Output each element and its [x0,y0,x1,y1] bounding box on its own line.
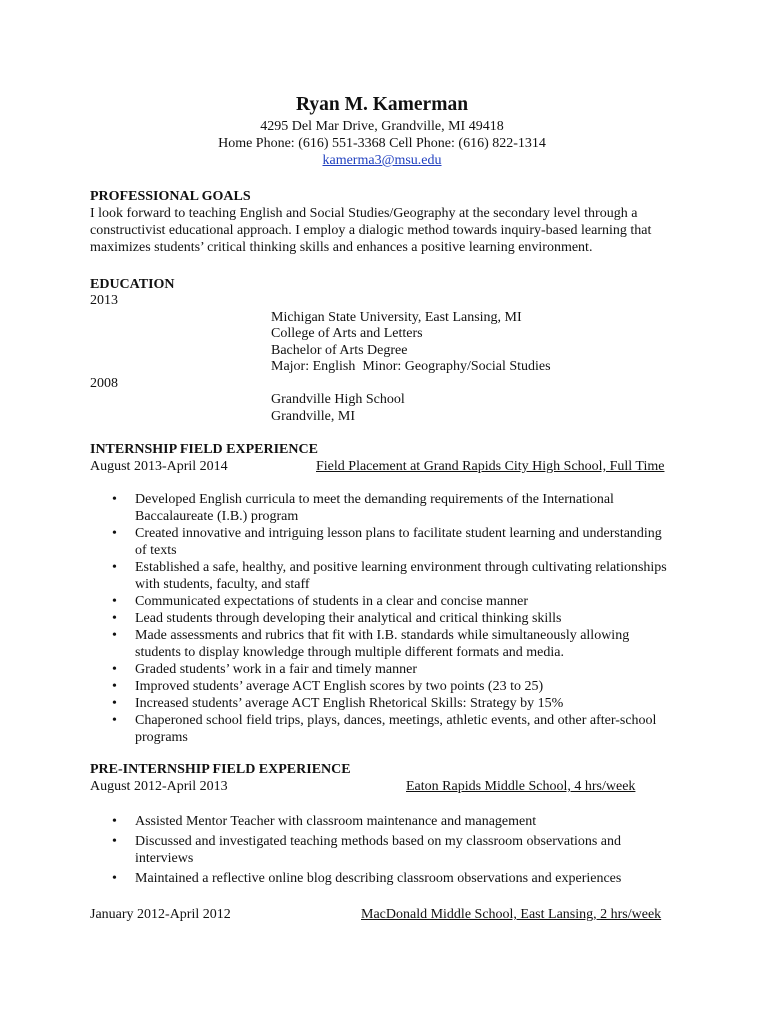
bullet-text: Created innovative and intriguing lesson plans to facilitate student learning and understanding of texts [135,526,662,558]
bullet-text: Maintained a reflective online blog describing classroom observations and experiences [135,871,622,886]
education-line: Grandville, MI [271,408,355,424]
bullet-glyph: • [112,696,117,711]
section-title-professional-goals: PROFESSIONAL GOALS [90,189,251,204]
bullet-glyph: • [112,871,117,886]
bullet-glyph: • [112,713,117,728]
bullet-text: Lead students through developing their analytical and critical thinking skills [135,611,562,626]
bullet-text: Assisted Mentor Teacher with classroom maintenance and management [135,814,537,829]
role-placement: Eaton Rapids Middle School, 4 hrs/week [406,779,636,794]
bullet-item [90,678,675,695]
phone-numbers: Home Phone: (616) 551-3368 Cell Phone: (616) 822-1314 [218,136,546,151]
bullet-text: Communicated expectations of students in a clear and concise manner [135,594,529,609]
internship-section [90,441,680,746]
bullet-glyph: • [112,560,117,575]
bullet-glyph: • [112,611,117,626]
bullet-glyph: • [112,526,117,541]
bullet-text: Developed English curricula to meet the demanding requirements of the International Baccalaureate (I.B.) program [135,492,614,524]
bullet-glyph: • [112,814,117,829]
bullet-item [90,559,675,593]
education-entry-msu [271,310,680,376]
bullet-item [90,661,675,678]
role-placement: MacDonald Middle School, East Lansing, 2 hrs/week [361,907,662,922]
preinternship-section [90,761,680,923]
bullet-item [90,525,675,559]
bullet-text: Made assessments and rubrics that fit with I.B. standards while simultaneously allowing students to display knowledge through multiple different formats and media. [135,628,630,660]
section-title-preinternship: PRE-INTERNSHIP FIELD EXPERIENCE [90,762,351,777]
bullet-text: Improved students’ average ACT English scores by two points (23 to 25) [135,679,544,694]
bullet-text: Increased students’ average ACT English Rhetorical Skills: Strategy by 15% [135,696,564,711]
role-date: August 2012-April 2013 [90,779,228,794]
resume-page [90,92,680,923]
bullet-glyph: • [112,679,117,694]
bullet-glyph: • [112,628,117,643]
bullet-item [90,593,675,610]
bullet-item [90,695,675,712]
section-title-education: EDUCATION [90,277,175,292]
bullet-item [90,610,675,627]
role-placement: Field Placement at Grand Rapids City High School, Full Time [316,459,665,474]
bullet-text: Graded students’ work in a fair and timely manner [135,662,417,677]
role-date: August 2013-April 2014 [90,459,228,474]
preinternship-role-row [90,778,680,795]
professional-goals-section [90,188,680,256]
email-link[interactable]: kamerma3@msu.edu [322,153,442,168]
bullet-item [90,491,675,525]
education-line: College of Arts and Letters [271,326,423,341]
bullet-text: Discussed and investigated teaching methods based on my classroom observations and interviews [135,834,622,866]
role-date: January 2012-April 2012 [90,907,231,922]
mailing-address: 4295 Del Mar Drive, Grandville, MI 49418 [260,119,504,134]
internship-role-row [90,458,680,475]
bullet-text: Established a safe, healthy, and positive learning environment through cultivating relationships with students, faculty, and staff [135,560,667,592]
bullet-glyph: • [112,492,117,507]
preinternship-role-row [90,906,680,923]
preinternship-bullet-list [90,813,680,887]
bullet-glyph: • [112,594,117,609]
education-year: 2008 [90,375,118,391]
bullet-item [90,870,675,887]
resume-header [90,92,674,169]
bullet-item [90,833,675,867]
internship-bullet-list [90,491,680,746]
bullet-item [90,712,675,746]
education-line: Grandville High School [271,392,405,407]
goals-text: I look forward to teaching English and Social Studies/Geography at the secondary level through a constructivist educational approach. I employ a dialogic method towards inquiry-based learning that maximizes students’ critical thinking skills and enhances a positive learning environment. [90,206,652,255]
education-line: Bachelor of Arts Degree [271,342,408,358]
bullet-text: Chaperoned school field trips, plays, dances, meetings, athletic events, and other after-school programs [135,713,657,745]
education-section [90,276,680,425]
education-line: Michigan State University, East Lansing, MI [271,309,522,325]
bullet-glyph: • [112,662,117,677]
education-entry-highschool [271,392,680,425]
bullet-glyph: • [112,834,117,849]
education-line: Major: English Minor: Geography/Social Studies [271,359,551,374]
bullet-item [90,627,675,661]
applicant-name: Ryan M. Kamerman [295,94,469,115]
section-title-internship: INTERNSHIP FIELD EXPERIENCE [90,442,318,457]
bullet-item [90,813,675,830]
education-year: 2013 [90,293,118,308]
